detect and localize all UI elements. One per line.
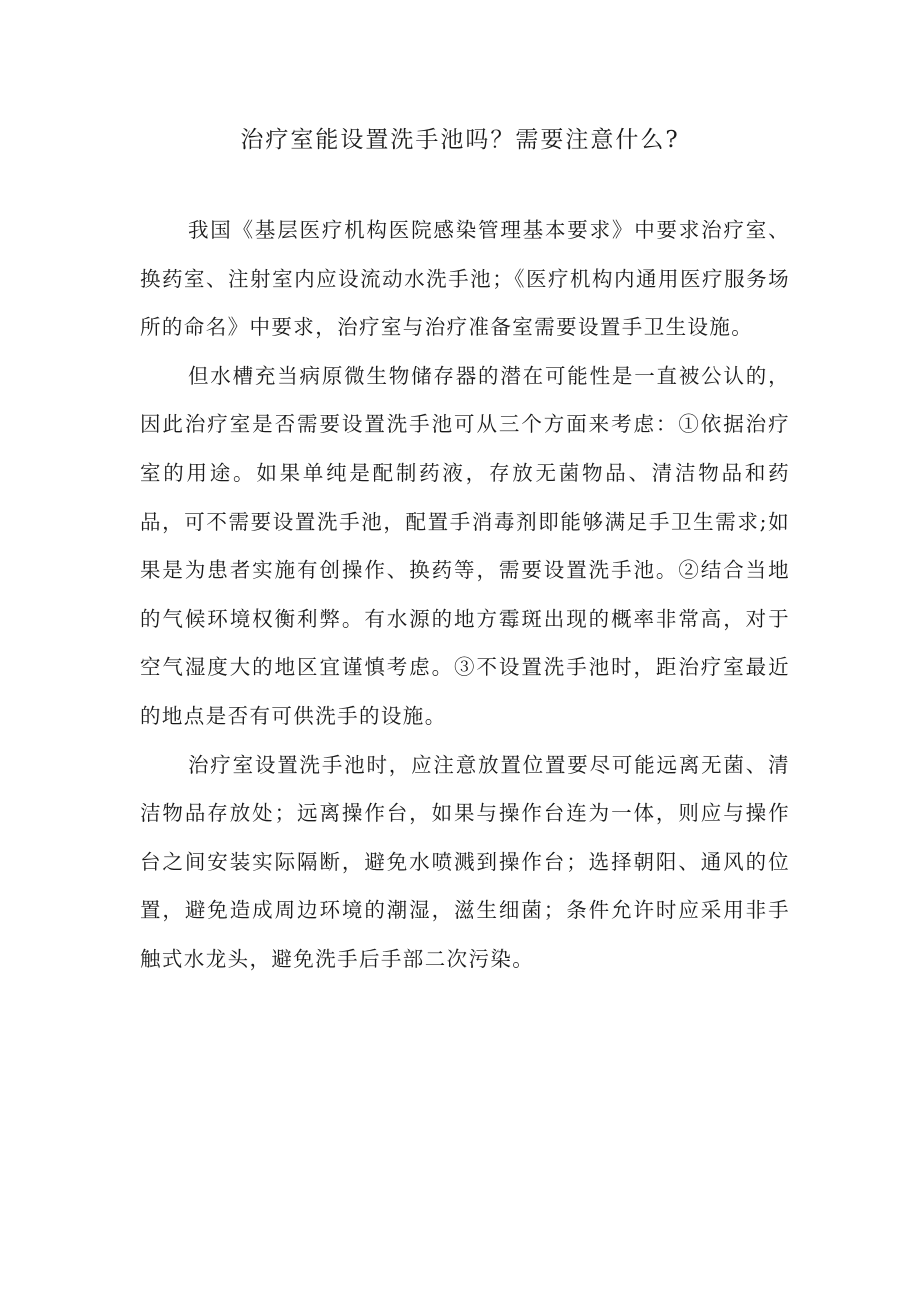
paragraph-placement-notes: 治疗室设置洗手池时，应注意放置位置要尽可能远离无菌、清洁物品存放处；远离操作台，如果与操作台连为一体，则应与操作台之间安装实际隔断，避免水喷溅到操作台；选择朝阳、通风的位置，避免造成周边环境的潮湿，滋生细菌；条件允许时应采用非手触式水龙头，避免洗手后手部二次污染。 [140,752,790,971]
paragraph-considerations: 但水槽充当病原微生物储存器的潜在可能性是一直被公认的，因此治疗室是否需要设置洗手池可从三个方面来考虑：①依据治疗室的用途。如果单纯是配制药液，存放无菌物品、清洁物品和药品，可不需要设置洗手池，配置手消毒剂即能够满足手卫生需求;如果是为患者实施有创操作、换药等，需要设置洗手池。②结合当地的气候环境权衡利弊。有水源的地方霉斑出现的概率非常高，对于空气湿度大的地区宜谨慎考虑。③不设置洗手池时，距治疗室最近的地点是否有可供洗手的设施。 [140,363,790,728]
document-body [140,206,790,984]
paragraph-requirements: 我国《基层医疗机构医院感染管理基本要求》中要求治疗室、换药室、注射室内应设流动水洗手池；《医疗机构内通用医疗服务场所的命名》中要求，治疗室与治疗准备室需要设置手卫生设施。 [140,218,790,340]
document-title: 治疗室能设置洗手池吗？需要注意什么? [240,127,680,153]
